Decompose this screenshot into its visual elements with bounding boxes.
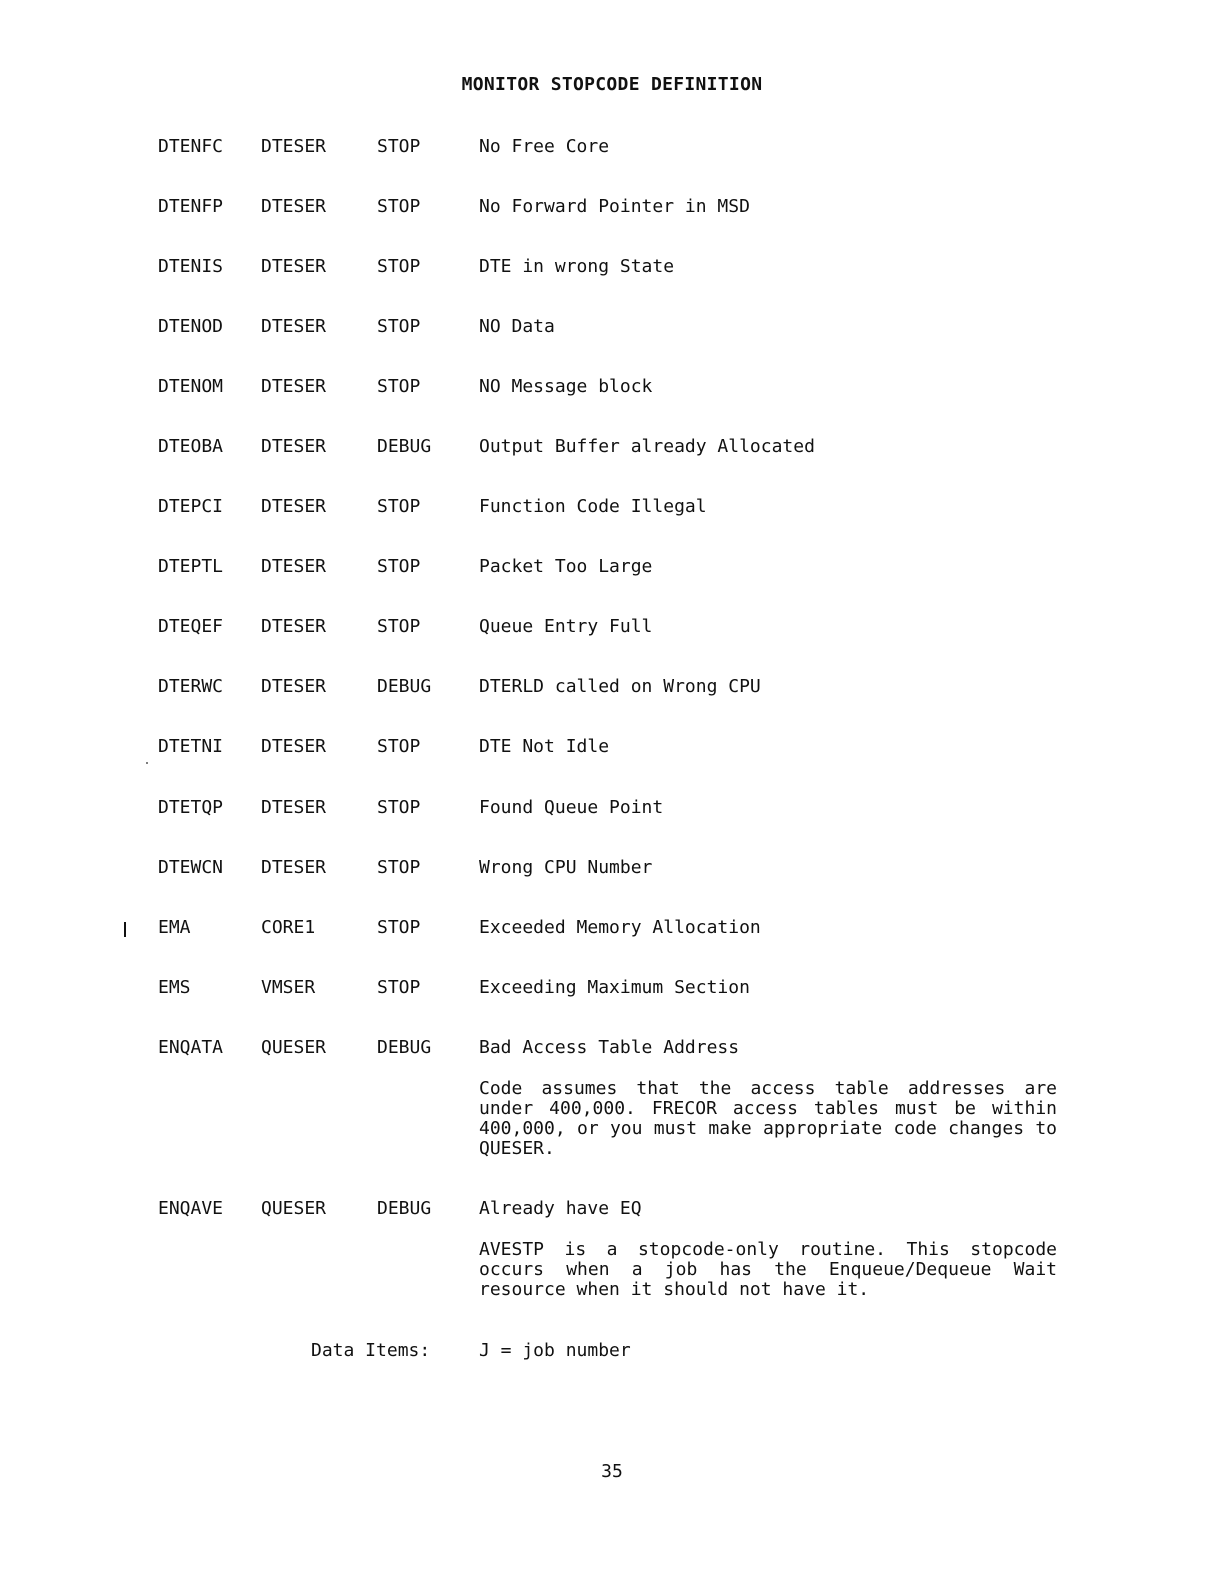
stopcode-module: DTESER	[261, 616, 327, 637]
stopcode-name: DTEOBA	[158, 436, 224, 457]
stopcode-type: STOP	[377, 136, 421, 157]
stopcode-name: EMA	[158, 917, 191, 938]
stopcode-module: DTESER	[261, 857, 327, 878]
stopcode-type: STOP	[377, 917, 421, 938]
stopcode-description: Output Buffer already Allocated	[479, 436, 815, 457]
stopcode-name: DTEPTL	[158, 556, 224, 577]
stopcode-description: NO Message block	[479, 376, 653, 397]
stopcode-name: EMS	[158, 977, 191, 998]
stopcode-description: Function Code Illegal	[479, 496, 707, 517]
revision-change-bar	[124, 922, 126, 937]
stopcode-module: QUESER	[261, 1037, 327, 1058]
stopcode-description: NO Data	[479, 316, 555, 337]
stopcode-module: DTESER	[261, 496, 327, 517]
stopcode-detail: AVESTP is a stopcode-only routine. This stopcode occurs when a job has the Enqueue/Dequeue Wait resource when it should not have it.	[479, 1239, 1057, 1300]
stopcode-description: DTE Not Idle	[479, 736, 610, 757]
stopcode-description: Queue Entry Full	[479, 616, 653, 637]
stopcode-type: STOP	[377, 616, 421, 637]
stopcode-type: STOP	[377, 496, 421, 517]
stopcode-type: STOP	[377, 857, 421, 878]
page-title: MONITOR STOPCODE DEFINITION	[461, 74, 763, 95]
stopcode-description: No Free Core	[479, 136, 610, 157]
stopcode-name: DTENOM	[158, 376, 224, 397]
stopcode-type: DEBUG	[377, 436, 432, 457]
stopcode-module: DTESER	[261, 316, 327, 337]
stopcode-type: STOP	[377, 256, 421, 277]
stopcode-type: STOP	[377, 316, 421, 337]
data-items-label: Data Items:	[311, 1340, 431, 1361]
stopcode-name: DTENFP	[158, 196, 224, 217]
stopcode-type: DEBUG	[377, 1198, 432, 1219]
stopcode-name: ENQAVE	[158, 1198, 224, 1219]
stopcode-name: DTENFC	[158, 136, 224, 157]
stopcode-name: DTEQEF	[158, 616, 224, 637]
stopcode-description: Already have EQ	[479, 1198, 642, 1219]
stopcode-description: Bad Access Table Address	[479, 1037, 740, 1058]
stopcode-name: DTEWCN	[158, 857, 224, 878]
stopcode-module: CORE1	[261, 917, 316, 938]
stopcode-type: STOP	[377, 376, 421, 397]
stopcode-module: DTESER	[261, 376, 327, 397]
stopcode-description: DTERLD called on Wrong CPU	[479, 676, 761, 697]
stopcode-module: DTESER	[261, 256, 327, 277]
stopcode-type: DEBUG	[377, 676, 432, 697]
stopcode-description: Packet Too Large	[479, 556, 653, 577]
stopcode-name: DTENOD	[158, 316, 224, 337]
stopcode-type: STOP	[377, 196, 421, 217]
stopcode-detail: Code assumes that the access table addresses are under 400,000. FRECOR access tables must be within 400,000, or you must make appropriate code changes to QUESER.	[479, 1078, 1057, 1159]
stopcode-module: DTESER	[261, 736, 327, 757]
stopcode-name: DTERWC	[158, 676, 224, 697]
stopcode-description: Exceeded Memory Allocation	[479, 917, 761, 938]
page-number: 35	[601, 1461, 623, 1482]
stopcode-type: STOP	[377, 977, 421, 998]
stopcode-module: DTESER	[261, 436, 327, 457]
stopcode-module: DTESER	[261, 676, 327, 697]
stopcode-module: DTESER	[261, 797, 327, 818]
stopcode-description: No Forward Pointer in MSD	[479, 196, 750, 217]
stopcode-module: DTESER	[261, 196, 327, 217]
stopcode-name: DTETQP	[158, 797, 224, 818]
stopcode-name: ENQATA	[158, 1037, 224, 1058]
stopcode-name: DTEPCI	[158, 496, 224, 517]
stopcode-type: DEBUG	[377, 1037, 432, 1058]
stopcode-module: QUESER	[261, 1198, 327, 1219]
stopcode-module: VMSER	[261, 977, 316, 998]
data-items-value: J = job number	[479, 1340, 631, 1361]
stopcode-type: STOP	[377, 736, 421, 757]
stopcode-module: DTESER	[261, 136, 327, 157]
stopcode-type: STOP	[377, 797, 421, 818]
stopcode-name: DTETNI	[158, 736, 224, 757]
stopcode-description: Exceeding Maximum Section	[479, 977, 750, 998]
stopcode-name: DTENIS	[158, 256, 224, 277]
stopcode-description: DTE in wrong State	[479, 256, 675, 277]
stopcode-type: STOP	[377, 556, 421, 577]
stopcode-module: DTESER	[261, 556, 327, 577]
stopcode-description: Found Queue Point	[479, 797, 664, 818]
scan-speck	[146, 762, 148, 764]
stopcode-description: Wrong CPU Number	[479, 857, 653, 878]
